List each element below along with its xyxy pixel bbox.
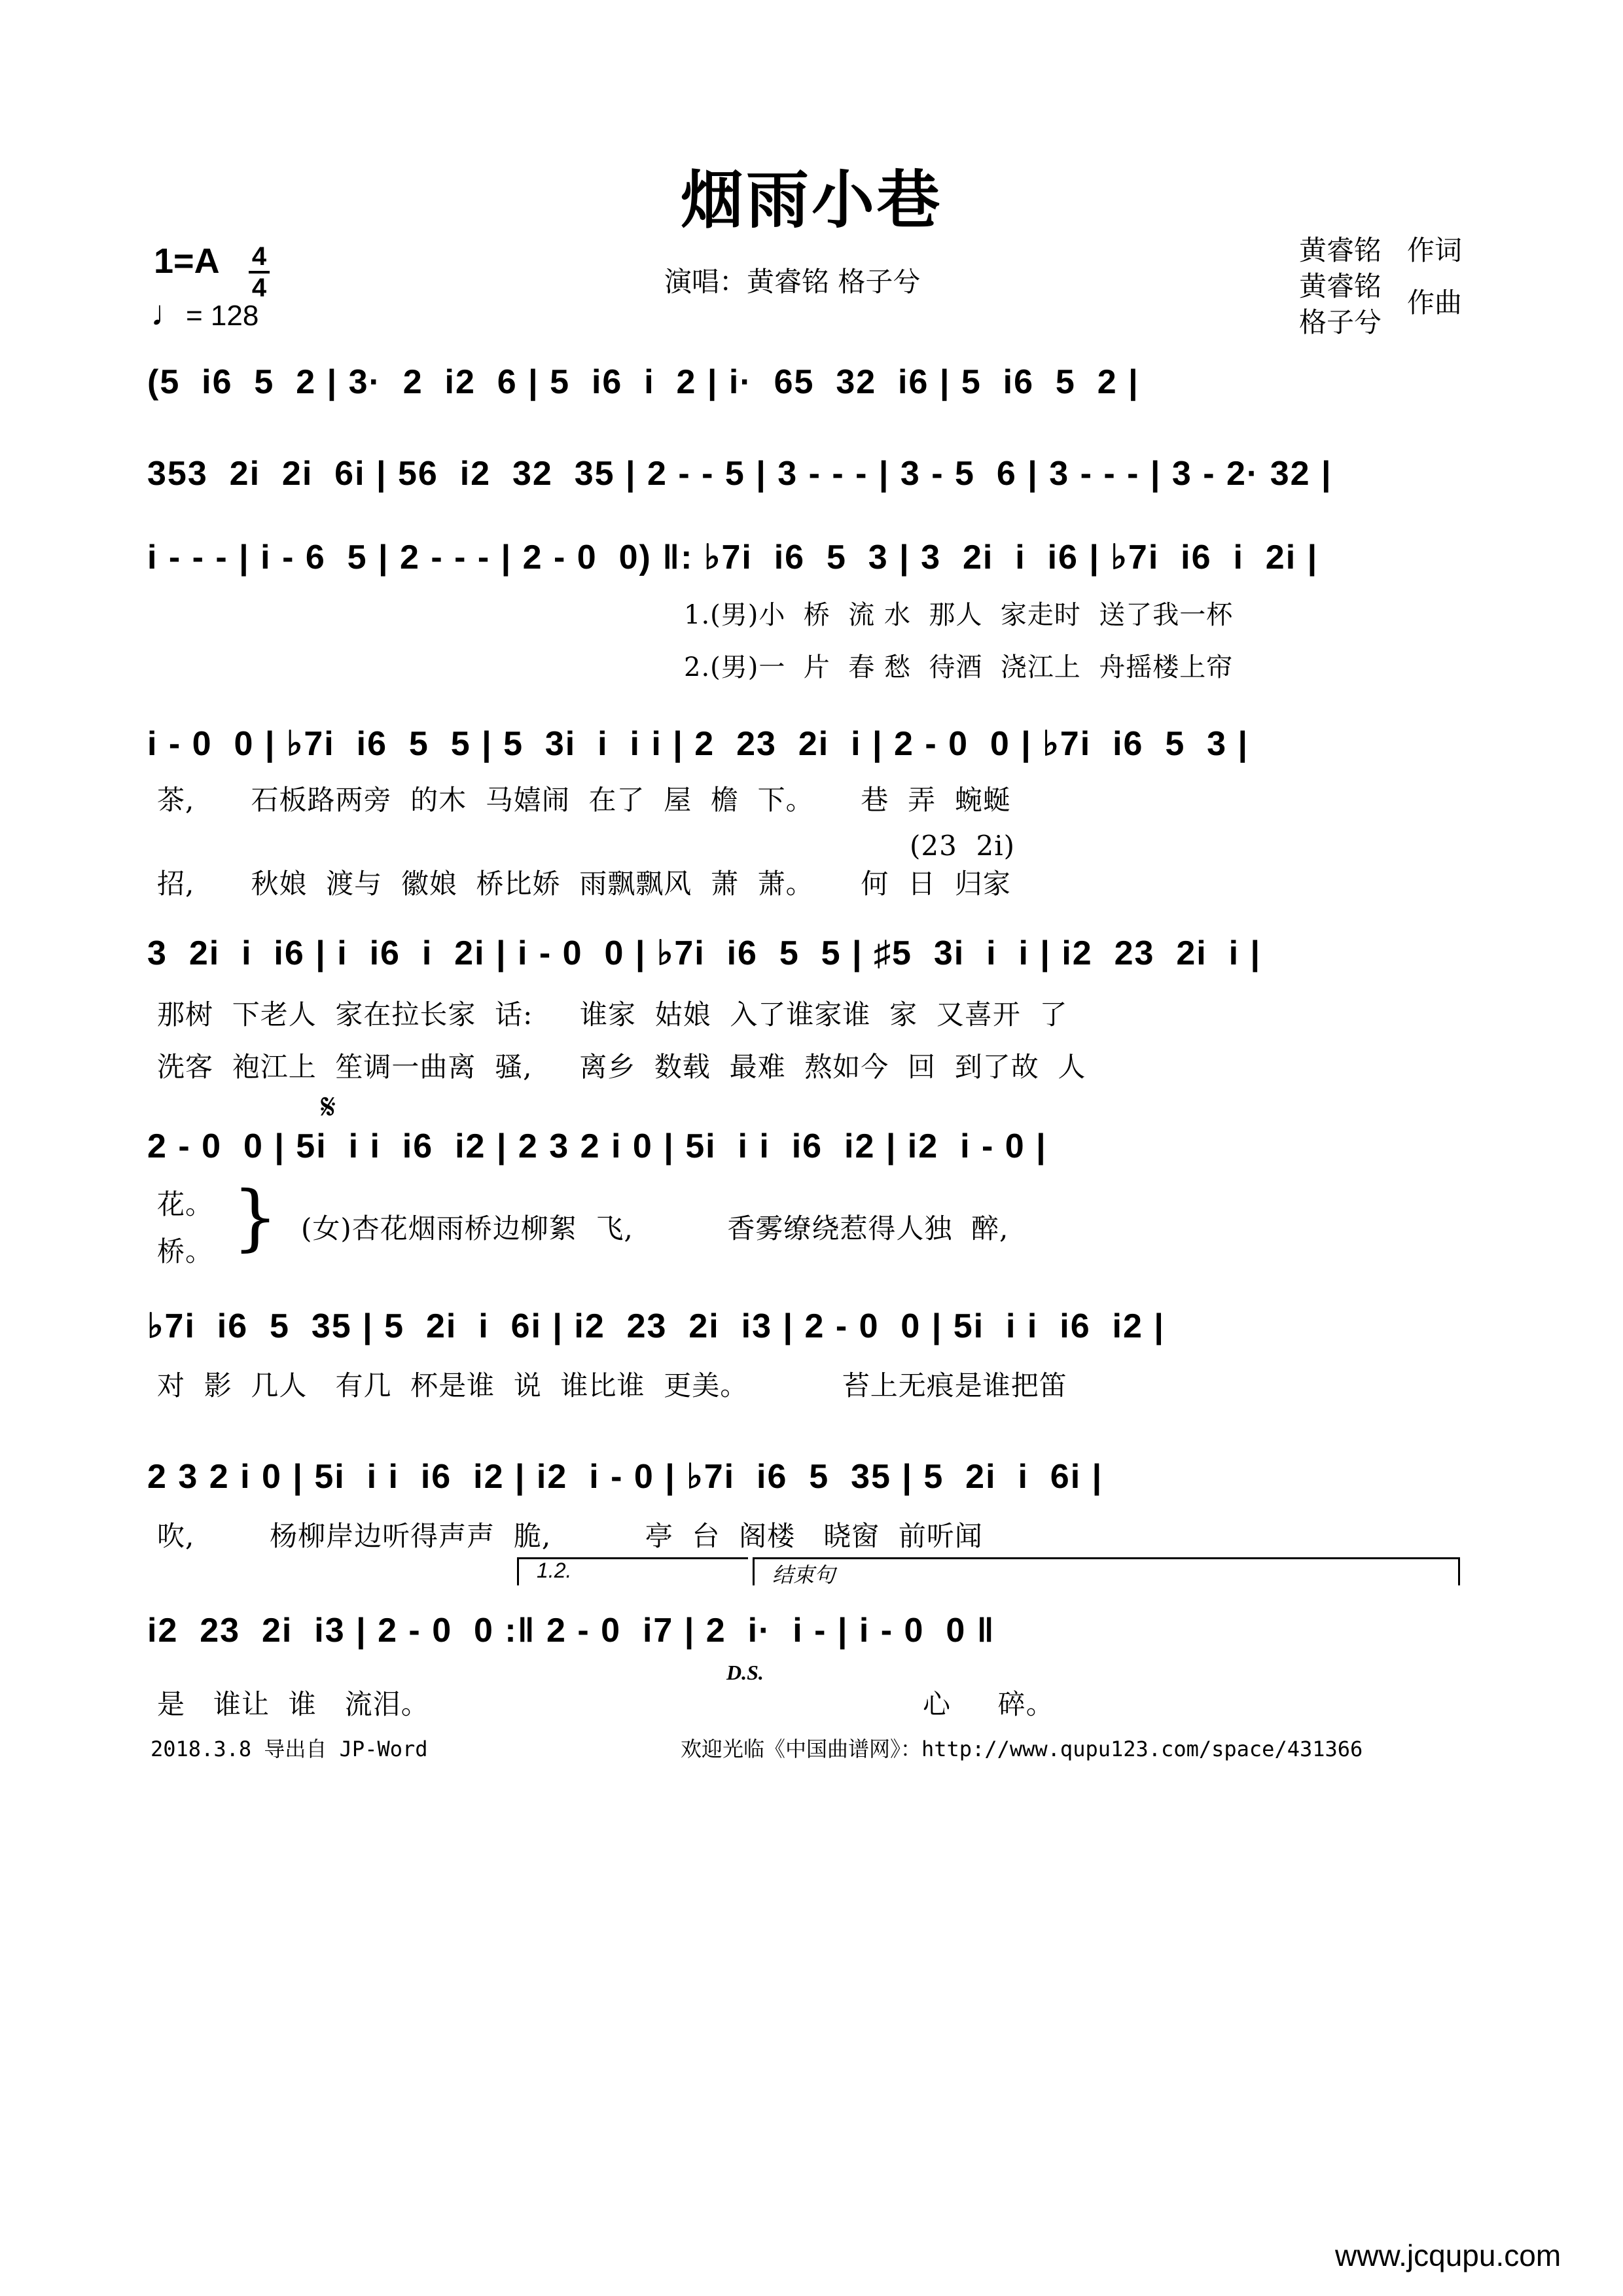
ending-label-1: 1.2. xyxy=(537,1559,572,1582)
staff-line-3: i - - - | i - 6 5 | 2 - - - | 2 - 0 0) ‖: ♭7i i6 5 3 | 3 2i i i6 | ♭7i i6 i 2i | xyxy=(147,539,1319,576)
lyric-line-4c: (女)杏花烟雨桥边柳絮 飞, 香雾缭绕惹得人独 醉, xyxy=(301,1212,1009,1245)
lyric-line-2b: 招, 秋娘 渡与 徽娘 桥比娇 雨飘飘风 萧 萧。 何 日 归家 xyxy=(157,868,1011,900)
composer-name-1: 黄睿铭 xyxy=(1299,270,1382,302)
time-signature xyxy=(249,243,270,301)
time-signature-top: 4 xyxy=(251,242,267,271)
composer-name-2: 格子兮 xyxy=(1299,306,1382,338)
page-title: 烟雨小巷 xyxy=(681,163,942,237)
lyric-line-3a: 那树 下老人 家在拉长家 话: 谁家 姑娘 入了谁家谁 家 又喜开 了 xyxy=(157,998,1068,1031)
key-signature: 1=A xyxy=(154,241,220,281)
footer-site-link[interactable]: 欢迎光临《中国曲谱网》：http://www.qupu123.com/space/431366 xyxy=(681,1737,1363,1761)
lyric-line-2a: 茶, 石板路两旁 的木 马嬉闹 在了 屋 檐 下。 巷 弄 蜿蜒 xyxy=(157,784,1011,816)
staff-line-9: i2 23 2i i3 | 2 - 0 0 :‖ 2 - 0 i7 | 2 i· i - | i - 0 0 ‖ xyxy=(147,1612,995,1650)
staff-line-5: 3 2i i i6 | i i6 i 2i | i - 0 0 | ♭7i i6 5 5 | ♯5 3i i i | i2 23 2i i | xyxy=(147,934,1262,972)
lyric-line-4a: 花。 xyxy=(157,1188,214,1220)
ending-bracket-2 xyxy=(753,1557,1460,1585)
tempo-marking xyxy=(151,293,259,334)
segno-sign: 𝄋 xyxy=(321,1086,336,1127)
composer-role: 作曲 xyxy=(1407,287,1463,319)
lyric-line-7a: 是 谁让 谁 流泪。 xyxy=(157,1688,429,1720)
lyric-line-2c: (23 2i) xyxy=(910,830,1016,862)
lyric-line-5: 对 影 几人 有几 杯是谁 说 谁比谁 更美。 苔上无痕是谁把笛 xyxy=(157,1369,1067,1402)
staff-line-1: (5 i6 5 2 | 3· 2 i2 6 | 5 i6 i 2 | i· 65 32 i6 | 5 i6 5 2 | xyxy=(147,363,1139,401)
lyric-line-1b: 2.(男)一 片 春 愁 待酒 浇江上 舟摇楼上帘 xyxy=(684,652,1234,682)
dal-segno-marking: D.S. xyxy=(726,1661,764,1684)
staff-line-8: 2 3 2 i 0 | 5i i i i6 i2 | i2 i - 0 | ♭7i i6 5 35 | 5 2i i 6i | xyxy=(147,1458,1103,1496)
watermark-url: www.jcqupu.com xyxy=(1335,2238,1561,2272)
ending-label-2: 结束句 xyxy=(772,1563,836,1587)
staff-line-7: ♭7i i6 5 35 | 5 2i i 6i | i2 23 2i i3 | 2 - 0 0 | 5i i i i6 i2 | xyxy=(147,1307,1165,1345)
time-signature-bottom: 4 xyxy=(251,274,267,302)
singer-credit: 演唱：黄睿铭 格子兮 xyxy=(664,266,921,298)
lyricist-role: 作词 xyxy=(1407,234,1463,266)
footer-export-note: 2018.3.8 导出自 JP-Word xyxy=(151,1737,428,1761)
lyric-line-6: 吹, 杨柳岸边听得声声 脆, 亭 台 阁楼 晓窗 前听闻 xyxy=(157,1520,983,1552)
quarter-note-icon: ♩ xyxy=(151,294,186,333)
staff-line-2: 353 2i 2i 6i | 56 i2 32 35 | 2 - - 5 | 3 - - - | 3 - 5 6 | 3 - - - | 3 - 2· 32 | xyxy=(147,455,1332,493)
lyric-line-3b: 洗客 袍江上 笙调一曲离 骚, 离乡 数载 最难 熬如今 回 到了故 人 xyxy=(157,1051,1086,1083)
tempo-value: = 128 xyxy=(186,300,259,332)
staff-line-4: i - 0 0 | ♭7i i6 5 5 | 5 3i i i i | 2 23 2i i | 2 - 0 0 | ♭7i i6 5 3 | xyxy=(147,725,1249,763)
lyric-line-1a: 1.(男)小 桥 流 水 那人 家走时 送了我一杯 xyxy=(684,600,1234,630)
brace-icon: } xyxy=(232,1175,278,1259)
lyricist-name: 黄睿铭 xyxy=(1299,234,1382,266)
staff-line-6: 2 - 0 0 | 5i i i i6 i2 | 2 3 2 i 0 | 5i i i i6 i2 | i2 i - 0 | xyxy=(147,1127,1047,1165)
lyric-line-4b: 桥。 xyxy=(157,1235,214,1267)
lyric-line-7b: 心 碎。 xyxy=(923,1688,1054,1720)
